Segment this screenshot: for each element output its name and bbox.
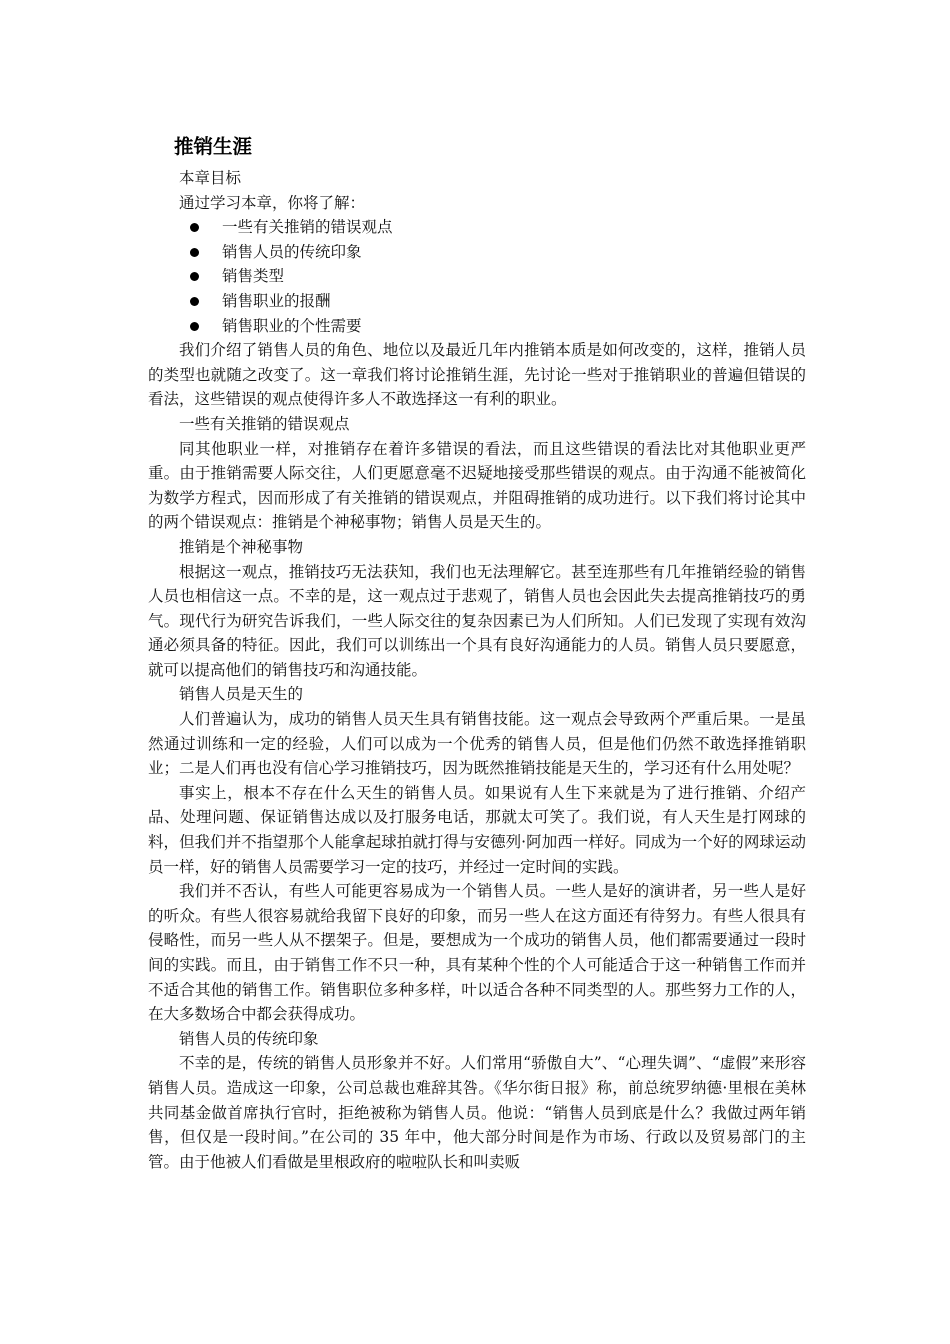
list-item-text: 销售职业的个性需要 xyxy=(222,316,362,335)
list-item xyxy=(148,215,806,240)
paragraph-born-1: 人们普遍认为，成功的销售人员天生具有销售技能。这一观点会导致两个严重后果。一是虽然通过训练和一定的经验，人们可以成为一个优秀的销售人员，但是他们仍然不敢选择推销职业；二是人们再也没有信心学习推销技巧，因为既然推销技能是天生的，学习还有什么用处呢？ xyxy=(148,710,806,778)
section-heading-misconceptions: 一些有关推销的错误观点 xyxy=(179,414,350,433)
list-item xyxy=(148,314,806,339)
section-heading-born-salesperson: 销售人员是天生的 xyxy=(179,685,304,704)
document-page xyxy=(148,134,806,1174)
page-title: 推销生涯 xyxy=(174,135,253,158)
paragraph-misconceptions: 同其他职业一样，对推销存在着许多错误的看法，而且这些错误的看法比对其他职业更严重。由于推销需要人际交往，人们更愿意毫不迟疑地接受那些错误的观点。由于沟通不能被简化为数学方程式，因而形成了有关推销的错误观点，并阻碍推销的成功进行。以下我们将讨论其中的两个错误观点：推销是个神秘事物；销售人员是天生的。 xyxy=(148,439,806,532)
bullet-icon xyxy=(190,322,199,331)
paragraph-intro: 我们介绍了销售人员的角色、地位以及最近几年内推销本质是如何改变的，这样，推销人员的类型也就随之改变了。这一章我们将讨论推销生涯，先讨论一些对于推销职业的普遍但错误的看法，这些错误的观点使得许多人不敢选择这一有利的职业。 xyxy=(148,341,806,409)
bullet-icon xyxy=(190,272,199,281)
list-item xyxy=(148,240,806,265)
list-item-text: 销售类型 xyxy=(222,267,285,286)
paragraph-mystery: 根据这一观点，推销技巧无法获知，我们也无法理解它。甚至连那些有几年推销经验的销售人员也相信这一点。不幸的是，这一观点过于悲观了，销售人员也会因此失去提高推销技巧的勇气。现代行为研究告诉我们，一些人际交往的复杂因素已为人们所知。人们已发现了实现有效沟通必须具备的特征。因此，我们可以训练出一个具有良好沟通能力的人员。销售人员只要愿意，就可以提高他们的销售技巧和沟通技能。 xyxy=(148,562,806,679)
list-item xyxy=(148,289,806,314)
section-heading-mystery: 推销是个神秘事物 xyxy=(179,537,304,556)
list-item-text: 销售职业的报酬 xyxy=(222,291,331,310)
intro-line: 通过学习本章，你将了解： xyxy=(179,193,366,212)
bullet-icon xyxy=(190,297,199,306)
paragraph-traditional-image: 不幸的是，传统的销售人员形象并不好。人们常用“骄傲自大”、“心理失调”、“虚假”来形容销售人员。造成这一印象，公司总裁也难辞其咎。《华尔街日报》称，前总统罗纳德·里根在美林共同基金做首席执行官时，拒绝被称为销售人员。他说：“销售人员到底是什么？我做过两年销售，但仅是一段时间。”在公司的 35 年中，他大部分时间是作为市场、行政以及贸易部门的主管。由于他被人们看做是里根政府的啦啦队长和叫卖贩 xyxy=(148,1054,806,1171)
list-item-text: 销售人员的传统印象 xyxy=(222,242,362,261)
objectives-list xyxy=(148,215,806,338)
chapter-goal-label: 本章目标 xyxy=(179,169,242,187)
paragraph-born-3: 我们并不否认，有些人可能更容易成为一个销售人员。一些人是好的演讲者，另一些人是好的听众。有些人很容易就给我留下良好的印象，而另一些人在这方面还有待努力。有些人很具有侵略性，而另一些人从不摆架子。但是，要想成为一个成功的销售人员，他们都需要通过一段时间的实践。而且，由于销售工作不只一种，具有某种个性的个人可能适合于这一种销售工作而并不适合其他的销售工作。销售职位多种多样，叶以适合各种不同类型的人。那些努力工作的人，在大多数场合中都会获得成功。 xyxy=(148,882,806,1024)
bullet-icon xyxy=(190,248,199,257)
paragraph-born-2: 事实上，根本不存在什么天生的销售人员。如果说有人生下来就是为了进行推销、介绍产品、处理问题、保证销售达成以及打服务电话，那就太可笑了。我们说，有人天生是打网球的料，但我们并不指望那个人能拿起球拍就打得与安德列·阿加西一样好。同成为一个好的网球运动员一样，好的销售人员需要学习一定的技巧，并经过一定时间的实践。 xyxy=(148,783,806,876)
section-heading-traditional-image: 销售人员的传统印象 xyxy=(179,1029,319,1048)
list-item xyxy=(148,264,806,289)
bullet-icon xyxy=(190,223,199,232)
list-item-text: 一些有关推销的错误观点 xyxy=(222,218,393,237)
